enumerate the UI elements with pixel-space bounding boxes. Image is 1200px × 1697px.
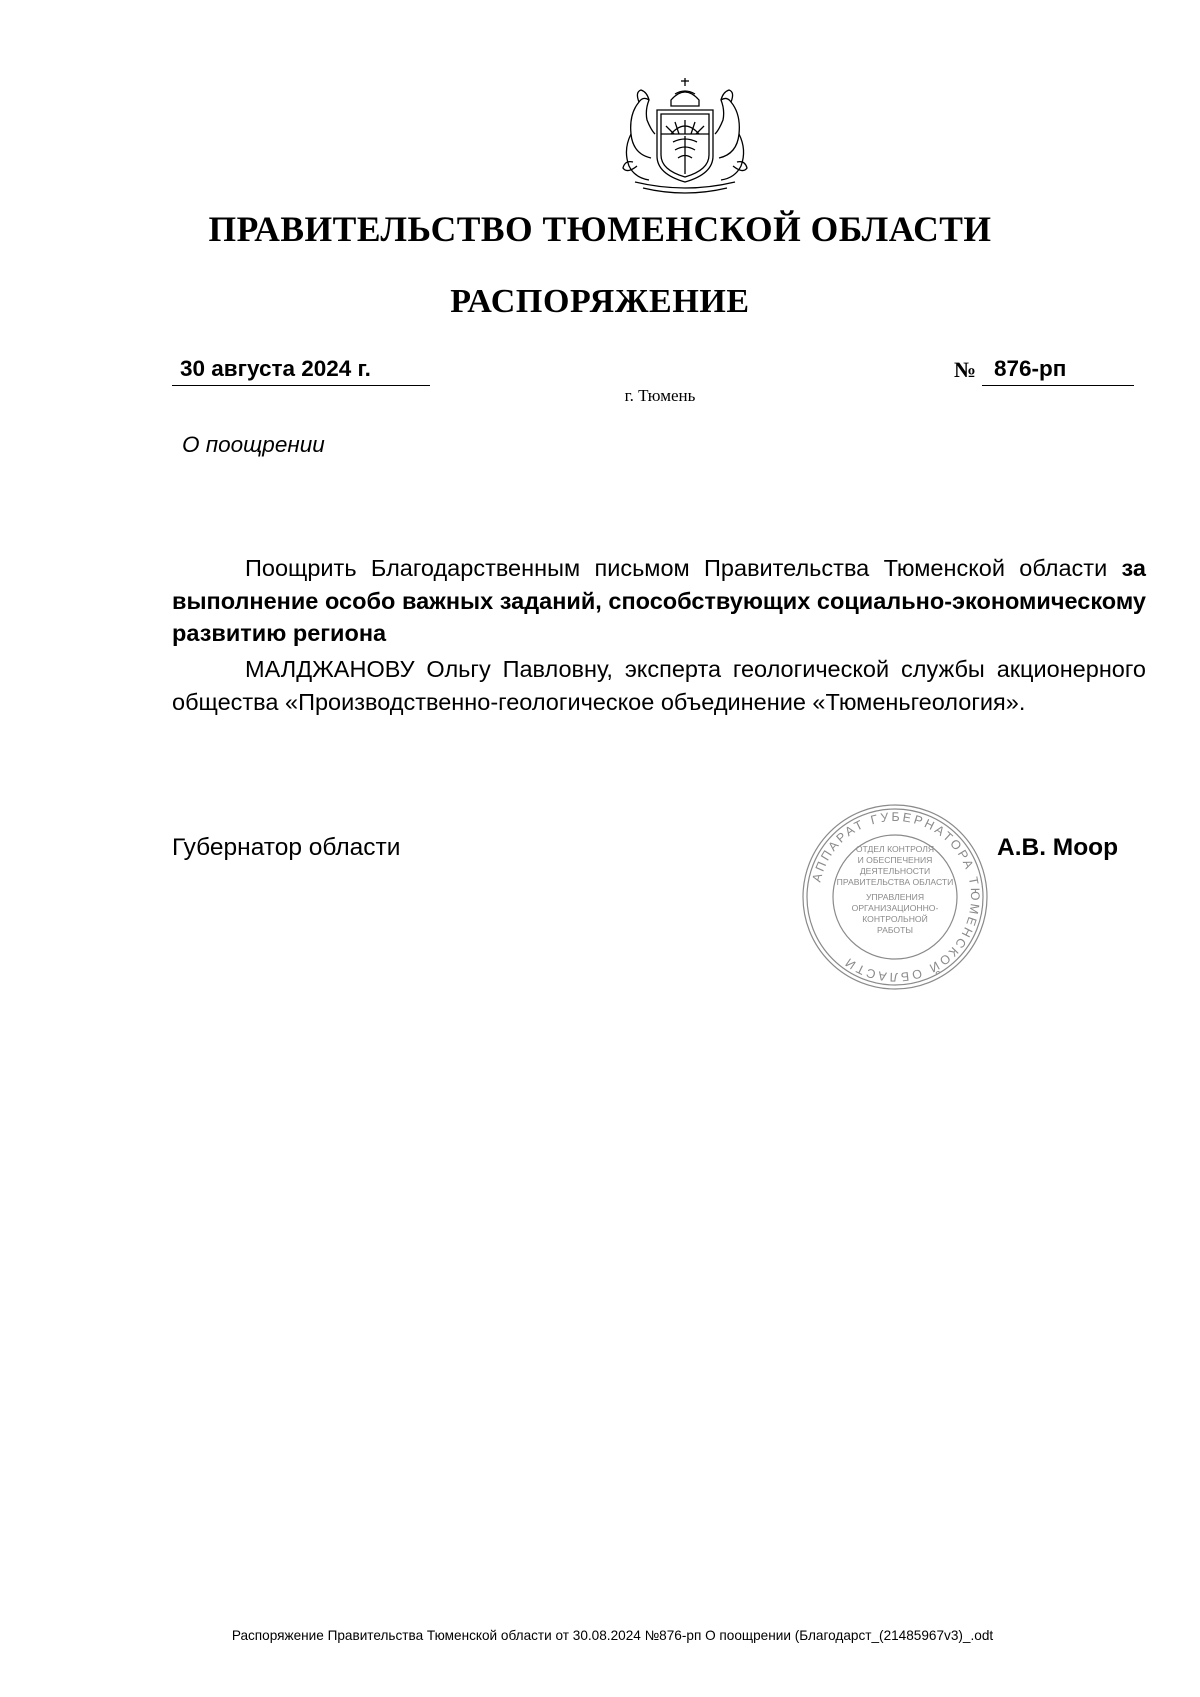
document-date: 30 августа 2024 г. (180, 356, 371, 381)
document-subject: О поощрении (182, 432, 325, 457)
stamp-line: И ОБЕСПЕЧЕНИЯ (857, 855, 933, 865)
government-title: ПРАВИТЕЛЬСТВО ТЮМЕНСКОЙ ОБЛАСТИ (208, 209, 992, 249)
stamp-line: РАБОТЫ (877, 925, 913, 935)
document-city: г. Тюмень (624, 386, 696, 405)
body-paragraph-1-bold: за выполнение особо важных заданий, способствующих социально-экономическому развитию региона (172, 555, 1146, 646)
stamp-outer-text: АППАРАТ ГУБЕРНАТОРА ТЮМЕНСКОЙ ОБЛАСТИ (809, 809, 983, 985)
stamp-line: ОТДЕЛ КОНТРОЛЯ (855, 844, 935, 854)
document-number: 876-рп (994, 356, 1067, 381)
body-paragraph-1 (172, 552, 1146, 650)
document-number-field (982, 355, 1134, 386)
coat-of-arms-emblem (595, 70, 775, 198)
stamp-line: КОНТРОЛЬНОЙ (862, 914, 928, 924)
signer-name: А.В. Моор (997, 834, 1119, 861)
document-date-field (172, 355, 430, 386)
signer-role: Губернатор области (172, 834, 401, 861)
body-paragraph-2: МАЛДЖАНОВУ Ольгу Павловну, эксперта геологической службы акционерного общества «Производственно-геологическое объединение «Тюменьгеология». (172, 656, 1146, 715)
stamp-line: ДЕЯТЕЛЬНОСТИ (859, 866, 931, 876)
document-footer: Распоряжение Правительства Тюменской области от 30.08.2024 №876-рп О поощрении (Благодарст_(21485967v3)_.odt (231, 1628, 994, 1643)
document-type-title: РАСПОРЯЖЕНИЕ (450, 283, 750, 320)
stamp-line: ОРГАНИЗАЦИОННО- (851, 903, 939, 913)
official-stamp (800, 802, 990, 992)
stamp-line: УПРАВЛЕНИЯ (865, 892, 925, 902)
stamp-line: ПРАВИТЕЛЬСТВА ОБЛАСТИ (836, 877, 954, 887)
number-sign: № (954, 357, 977, 382)
body-paragraph-1-regular: Поощрить Благодарственным письмом Правительства Тюменской области (245, 555, 1122, 581)
